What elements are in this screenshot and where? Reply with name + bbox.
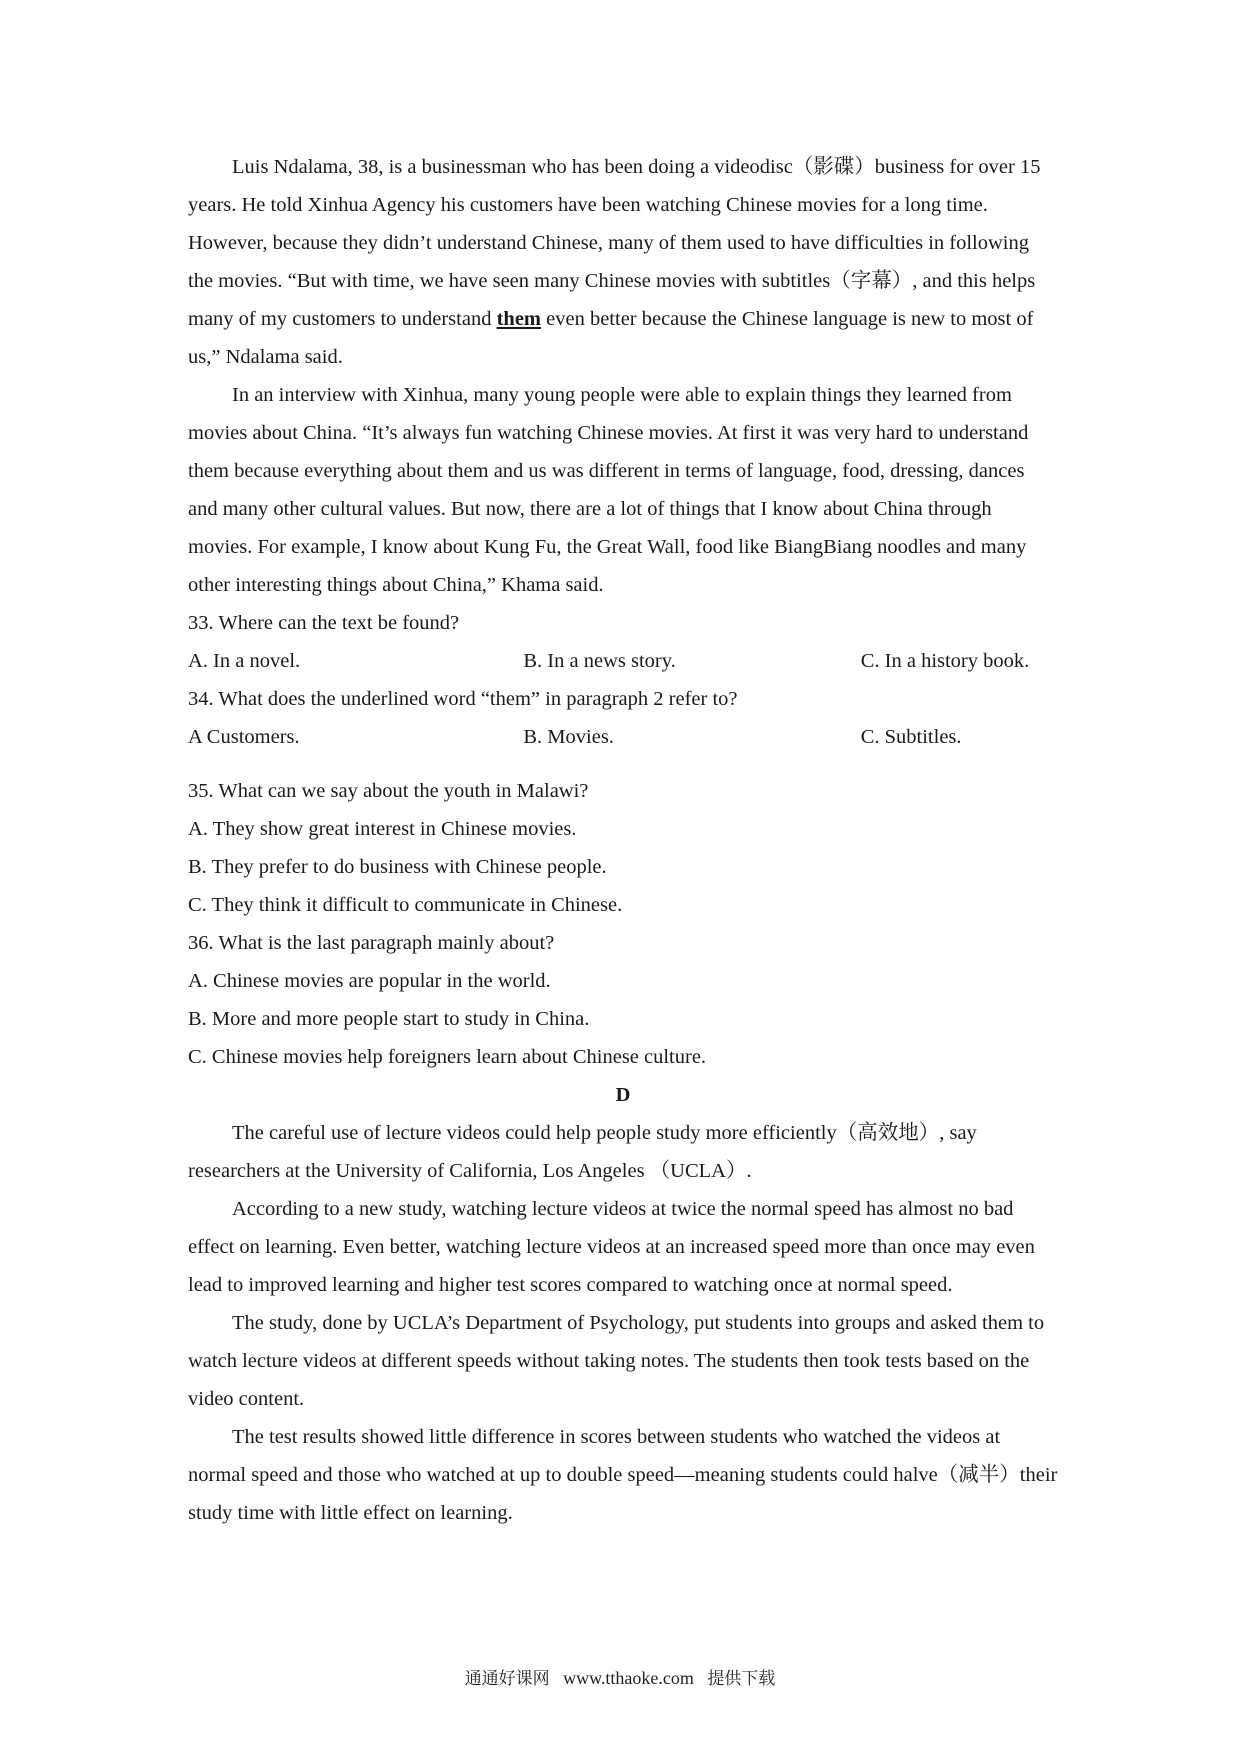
question-33: 33. Where can the text be found? bbox=[188, 612, 460, 634]
option-a: A. In a novel. bbox=[188, 650, 301, 672]
question-35-option-c: C. They think it difficult to communicate in Chinese. bbox=[188, 894, 623, 916]
underlined-word: them bbox=[496, 308, 541, 330]
option-b: B. In a news story. bbox=[523, 650, 676, 672]
page-footer bbox=[0, 1664, 1240, 1689]
option-a: A Customers. bbox=[188, 726, 300, 748]
paragraph-text: even better because the Chinese language is new to most of us,” Ndalama said. bbox=[188, 308, 1034, 368]
section-d-heading: D bbox=[615, 1084, 631, 1106]
passage-d-paragraph-4: The test results showed little difference in scores between students who watched the videos at normal speed and those who watched at up to double speed—meaning students could halve（减半）their study time with little effect on learning. bbox=[188, 1426, 1058, 1524]
passage-d-paragraph-2: According to a new study, watching lecture videos at twice the normal speed has almost no bad effect on learning. Even better, watching lecture videos at an increased speed more than once may even lead to improved learning and higher test scores compared to watching once at normal speed. bbox=[188, 1198, 1035, 1296]
question-36-option-b: B. More and more people start to study in China. bbox=[188, 1008, 590, 1030]
question-35: 35. What can we say about the youth in Malawi? bbox=[188, 780, 589, 802]
question-33-options bbox=[188, 642, 1058, 680]
question-36: 36. What is the last paragraph mainly about? bbox=[188, 932, 555, 954]
paragraph-text: Luis Ndalama, 38, is a businessman who has been doing a videodisc（影碟）business for over 15 years. He told Xinhua Agency his customers have been watching Chinese movies for a long time. However, because they didn’t understand Chinese, many of them used to have difficulties in following the movies. “But with time, we have seen many Chinese movies with subtitles（字幕）, and this helps many of my customers to understand bbox=[188, 156, 1041, 330]
footer-download-text: 提供下载 bbox=[707, 1669, 776, 1689]
question-34: 34. What does the underlined word “them” in paragraph 2 refer to? bbox=[188, 688, 738, 710]
option-c: C. Subtitles. bbox=[860, 726, 962, 748]
passage-d-paragraph-3: The study, done by UCLA’s Department of Psychology, put students into groups and asked them to watch lecture videos at different speeds without taking notes. The students then took tests based on the video content. bbox=[188, 1312, 1045, 1410]
passage-d-paragraph-1: The careful use of lecture videos could help people study more efficiently（高效地）, say researchers at the University of California, Los Angeles （UCLA）. bbox=[188, 1122, 977, 1182]
question-35-option-a: A. They show great interest in Chinese movies. bbox=[188, 818, 577, 840]
question-35-option-b: B. They prefer to do business with Chinese people. bbox=[188, 856, 607, 878]
question-36-option-a: A. Chinese movies are popular in the world. bbox=[188, 970, 551, 992]
footer-site-name: 通通好课网 bbox=[464, 1669, 550, 1689]
question-34-options bbox=[188, 718, 1058, 756]
option-b: B. Movies. bbox=[523, 726, 614, 748]
document-page bbox=[188, 148, 1058, 1532]
passage-c-paragraph-1 bbox=[188, 148, 1058, 376]
passage-c-paragraph-2: In an interview with Xinhua, many young people were able to explain things they learned from movies about China. “It’s always fun watching Chinese movies. At first it was very hard to understand them because everything about them and us was different in terms of language, food, dressing, dances and many other cultural values. But now, there are a lot of things that I know about China through movies. For example, I know about Kung Fu, the Great Wall, food like BiangBiang noodles and many other interesting things about China,” Khama said. bbox=[188, 384, 1029, 596]
option-c: C. In a history book. bbox=[860, 650, 1030, 672]
footer-url: www.tthaoke.com bbox=[563, 1668, 694, 1688]
question-36-option-c: C. Chinese movies help foreigners learn about Chinese culture. bbox=[188, 1046, 707, 1068]
